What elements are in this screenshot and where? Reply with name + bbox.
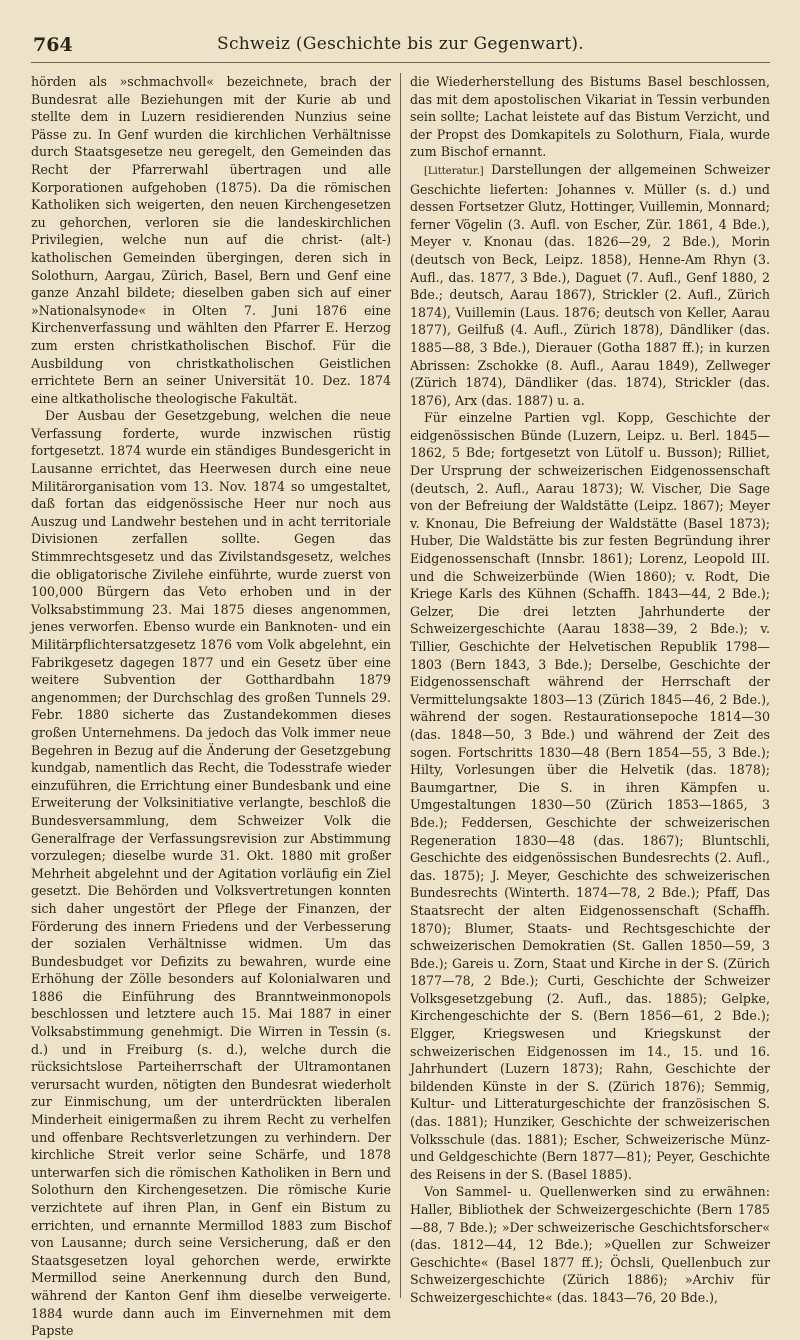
left-column bbox=[31, 73, 391, 1340]
paragraph: hörden als »schmachvoll« bezeichnete, brach der Bundesrat alle Beziehungen mit der Kurie ab und stellte dem in Luzern residierenden Nunzius seine Pässe zu. In Genf wurden die kirchlichen Verhältnisse durch Staatsgesetze neu geregelt, den Gemeinden das Recht der Pfarrerwahl übertragen und alle Korporationen aufgehoben (1875). Da die römischen Katholiken sich weigerten, den neuen Kirchengesetzen zu gehorchen, verloren sie die landeskirchlichen Privilegien, welche nun auf die christ- (alt-) katholischen Gemeinden übergingen, deren sich in Solothurn, Aargau, Zürich, Basel, Bern und Genf eine ganze Anzahl bildete; dieselben gaben sich auf einer »Nationalsynode« in Olten 7. Juni 1876 eine Kirchenverfassung und wählten den Pfarrer E. Herzog zum ersten christkatholischen Bischof. Für die Ausbildung von christkatholischen Geistlichen errichtete Bern an seiner Universität 10. Dez. 1874 eine altkatholische theologische Fakultät. bbox=[31, 74, 391, 406]
paragraph: die Wiederherstellung des Bistums Basel beschlossen, das mit dem apostolischen Vikariat in Tessin verbunden sein sollte; Lachat leistete auf das Bistum Verzicht, und der Propst des Domkapitels zu Solothurn, Fiala, wurde zum Bischof ernannt. bbox=[410, 74, 770, 160]
page-number: 764 bbox=[33, 34, 73, 56]
paragraph: Der Ausbau der Gesetzgebung, welchen die neue Verfassung forderte, wurde inzwischen rüstig fortgesetzt. 1874 wurde ein ständiges Bundesgericht in Lausanne errichtet, das Heerwesen durch eine neue Militärorganisation vom 13. Nov. 1874 so umgestaltet, daß fortan das eidgenössische Heer nur noch aus Auszug und Landwehr bestehen und in acht territoriale Divisionen zerfallen sollte. Gegen das Stimmrechtsgesetz und das Zivilstandsgesetz, welches die obligatorische Zivilehe einführte, wurde zuerst von 100,000 Bürgern das Veto erhoben und in der Volksabstimmung 23. Mai 1875 dieses angenommen, jenes verworfen. Ebenso wurde ein Banknoten- und ein Militärpflichtersatzgesetz 1876 vom Volk abgelehnt, ein Fabrikgesetz dagegen 1877 und ein Gesetz über eine weitere Subvention der Gotthardbahn 1879 angenommen; der Durchschlag des großen Tunnels 29. Febr. 1880 sicherte das Zustandekommen dieses großen Unternehmens. Da jedoch das Volk immer neue Begehren in Bezug auf die Änderung der Gesetzgebung kundgab, namentlich das Recht, die Todesstrafe wieder einzuführen, die Errichtung einer Bundesbank und eine Erweiterung der Volksinitiative verlangte, beschloß die Bundesversammlung, dem Schweizer Volk die Generalfrage der Verfassungsrevision zur Abstimmung vorzulegen; dieselbe wurde 31. Okt. 1880 mit großer Mehrheit abgelehnt und der Agitation vorläufig ein Ziel gesetzt. Die Behörden und Volksvertretungen konnten sich daher ungestört der Pflege der Finanzen, der Förderung des innern Friedens und der Verbesserung der sozialen Verhältnisse widmen. Um das Bundesbudget vor Defizits zu bewahren, wurde eine Erhöhung der Zölle besonders auf Kolonialwaren und 1886 die Einführung des Branntweinmonopols beschlossen und letztere auch 15. Mai 1887 in einer Volksabstimmung genehmigt. Die Wirren in Tessin (s. d.) und in Freiburg (s. d.), welche durch die rücksichtslose Parteiherrschaft der Ultramontanen verursacht wurden, nötigten den Bundesrat wiederholt zur Einmischung, um der unterdrückten liberalen Minderheit einigermaßen zu ihrem Recht zu verhelfen und offenbare Rechtsverletzungen zu verhindern. Der kirchliche Streit verlor seine Schärfe, und 1878 unterwarfen sich die römischen Katholiken in Bern und Solothurn den Kirchengesetzen. Die römische Kurie verzichtete auf ihren Plan, in Genf ein Bistum zu errichten, und ernannte Mermillod 1883 zum Bischof von Lausanne; durch seine Versicherung, daß er den Staatsgesetzen loyal gehorchen werde, erwirkte Mermillod seine Anerkennung durch den Bund, während der Kanton Genf ihm dieselbe verweigerte. 1884 wurde dann auch im Einvernehmen mit dem Papste bbox=[31, 408, 391, 1339]
literature-tag: [Litteratur.] bbox=[424, 165, 484, 177]
running-title: Schweiz (Geschichte bis zur Gegenwart). bbox=[217, 34, 584, 54]
paragraph-text: Darstellungen der allgemeinen Schweizer Geschichte lieferten: Johannes v. Müller (s. d.) und dessen Fortsetzer Glutz, Hottinger, Vuillemin, Monnard; ferner Vögelin (3. Aufl. von Escher, Zür. 1861, 4 Bde.), Meyer v. Knonau (das. 1826—29, 2 Bde.), Morin (deutsch von Beck, Leipz. 1858), Henne-Am Rhyn (3. Aufl., das. 1877, 3 Bde.), Daguet (7. Aufl., Genf 1880, 2 Bde.; deutsch, Aarau 1867), Strickler (2. Aufl., Zürich 1874), Vuillemin (Laus. 1876; deutsch von Keller, Aarau 1877), Geilfuß (4. Aufl., Zürich 1878), Dändliker (das. 1885—88, 3 Bde.), Dierauer (Gotha 1887 ff.); in kurzen Abrissen: Zschokke (8. Aufl., Aarau 1849), Zellweger (Zürich 1874), Dändliker (das. 1874), Strickler (das. 1876), Arx (das. 1887) u. a. bbox=[410, 161, 770, 408]
literature-paragraph bbox=[410, 161, 770, 409]
text-columns bbox=[31, 73, 770, 1340]
paragraph: Für einzelne Partien vgl. Kopp, Geschichte der eidgenössischen Bünde (Luzern, Leipz. u. Berl. 1845—1862, 5 Bde; fortgesetzt von Lütolf u. Busson); Rilliet, Der Ursprung der schweizerischen Eidgenossenschaft (deutsch, 2. Aufl., Aarau 1873); W. Vischer, Die Sage von der Befreiung der Waldstätte (Leipz. 1867); Meyer v. Knonau, Die Befreiung der Waldstätte (Basel 1873); Huber, Die Waldstätte bis zur festen Begründung ihrer Eidgenossenschaft (Innsbr. 1861); Lorenz, Leopold III. und die Schweizerbünde (Wien 1860); v. Rodt, Die Kriege Karls des Kühnen (Schaffh. 1843—44, 2 Bde.); Gelzer, Die drei letzten Jahrhunderte der Schweizergeschichte (Aarau 1838—39, 2 Bde.); v. Tillier, Geschichte der Helvetischen Republik 1798—1803 (Bern 1843, 3 Bde.); Derselbe, Geschichte der Eidgenossenschaft während der Herrschaft der Vermittelungsakte 1803—13 (Zürich 1845—46, 2 Bde.), während der sogen. Restaurationsepoche 1814—30 (das. 1848—50, 3 Bde.) und während der Zeit des sogen. Fortschritts 1830—48 (Bern 1854—55, 3 Bde.); Hilty, Vorlesungen über die Helvetik (das. 1878); Baumgartner, Die S. in ihren Kämpfen u. Umgestaltungen 1830—50 (Zürich 1853—1865, 3 Bde.); Feddersen, Geschichte der schweizerischen Regeneration 1830—48 (das. 1867); Bluntschli, Geschichte des eidgenössischen Bundesrechts (2. Aufl., das. 1875); J. Meyer, Geschichte des schweizerischen Bundesrechts (Winterth. 1874—78, 2 Bde.); Pfaff, Das Staatsrecht der alten Eidgenossenschaft (Schaffh. 1870); Blumer, Staats- und Rechtsgeschichte der schweizerischen Demokratien (St. Gallen 1850—59, 3 Bde.); Gareis u. Zorn, Staat und Kirche in der S. (Zürich 1877—78, 2 Bde.); Curti, Geschichte der Schweizer Volksgesetzgebung (2. Aufl., das. 1885); Gelpke, Kirchengeschichte der S. (Bern 1856—61, 2 Bde.); Elgger, Kriegswesen und Kriegskunst der schweizerischen Eidgenossen im 14., 15. und 16. Jahrhundert (Luzern 1873); Rahn, Geschichte der bildenden Künste in der S. (Zürich 1876); Semmig, Kultur- und Litteraturgeschichte der französischen S. (das. 1881); Hunziker, Geschichte der schweizerischen Volksschule (das. 1881); Escher, Schweizerische Münz- und Geldgeschichte (Bern 1877—81); Peyer, Geschichte des Reisens in der S. (Basel 1885). bbox=[410, 410, 770, 1182]
page-header bbox=[31, 28, 770, 63]
right-column bbox=[410, 73, 770, 1340]
column-divider bbox=[400, 73, 401, 1298]
paragraph: Von Sammel- u. Quellenwerken sind zu erwähnen: Haller, Bibliothek der Schweizergeschichte (Bern 1785—88, 7 Bde.); »Der schweizerische Geschichtsforscher« (das. 1812—44, 12 Bde.); »Quellen zur Schweizer Geschichte« (Basel 1877 ff.); Öchsli, Quellenbuch zur Schweizergeschichte (Zürich 1886); »Archiv für Schweizergeschichte« (das. 1843—76, 20 Bde.), bbox=[410, 1184, 770, 1305]
